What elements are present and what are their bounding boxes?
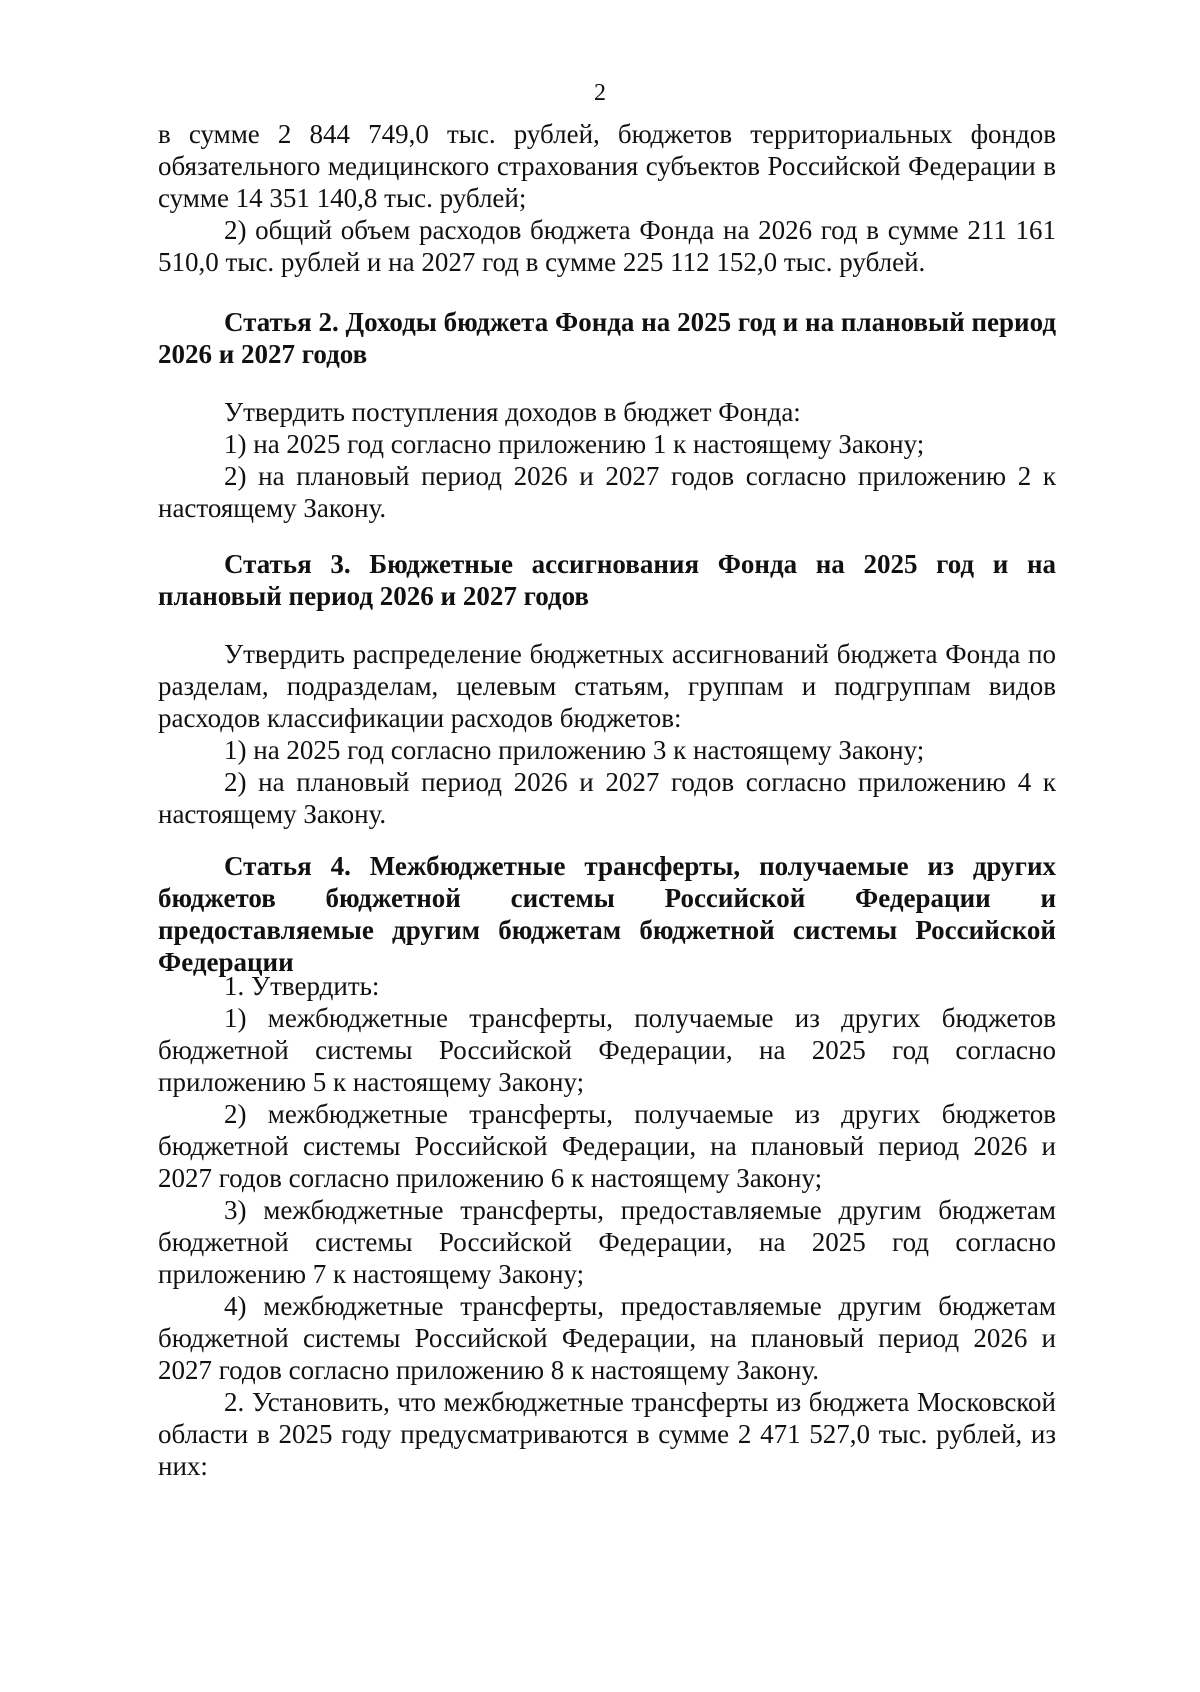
intro-section <box>158 118 1056 278</box>
article-3-paragraph-2: 1) на 2025 год согласно приложению 3 к настоящему Закону; <box>224 735 925 765</box>
article-4-paragraph-6: 2. Установить, что межбюджетные трансферты из бюджета Московской области в 2025 году предусматриваются в сумме 2 471 527,0 тыс. рублей, из них: <box>158 1387 1056 1481</box>
article-2-paragraph-3: 2) на плановый период 2026 и 2027 годов согласно приложению 2 к настоящему Закону. <box>158 461 1056 523</box>
intro-paragraph-1: в сумме 2 844 749,0 тыс. рублей, бюджетов территориальных фондов обязательного медицинского страхования субъектов Российской Федерации в сумме 14 351 140,8 тыс. рублей; <box>158 119 1056 213</box>
article-2-paragraph-1: Утвердить поступления доходов в бюджет Фонда: <box>224 397 801 427</box>
article-4-body <box>158 970 1056 1482</box>
article-4 <box>158 850 1056 978</box>
intro-paragraph-2: 2) общий объем расходов бюджета Фонда на 2026 год в сумме 211 161 510,0 тыс. рублей и на 2027 год в сумме 225 112 152,0 тыс. рублей. <box>158 215 1056 277</box>
article-3-body <box>158 638 1056 830</box>
article-2 <box>158 306 1056 370</box>
article-2-paragraph-2: 1) на 2025 год согласно приложению 1 к настоящему Закону; <box>224 429 925 459</box>
article-2-heading: Статья 2. Доходы бюджета Фонда на 2025 год и на плановый период 2026 и 2027 годов <box>158 307 1056 369</box>
article-3-paragraph-1: Утвердить распределение бюджетных ассигнований бюджета Фонда по разделам, подразделам, целевым статьям, группам и подгруппам видов расходов классификации расходов бюджетов: <box>158 639 1056 733</box>
article-3 <box>158 548 1056 612</box>
article-2-body <box>158 396 1056 524</box>
article-4-paragraph-3: 2) межбюджетные трансферты, получаемые из других бюджетов бюджетной системы Российской Федерации, на плановый период 2026 и 2027 годов согласно приложению 6 к настоящему Закону; <box>158 1099 1056 1193</box>
article-3-paragraph-3: 2) на плановый период 2026 и 2027 годов согласно приложению 4 к настоящему Закону. <box>158 767 1056 829</box>
article-4-paragraph-1: 1. Утвердить: <box>224 971 380 1001</box>
article-4-paragraph-2: 1) межбюджетные трансферты, получаемые из других бюджетов бюджетной системы Российской Федерации, на 2025 год согласно приложению 5 к настоящему Закону; <box>158 1003 1056 1097</box>
article-4-paragraph-5: 4) межбюджетные трансферты, предоставляемые другим бюджетам бюджетной системы Российской Федерации, на плановый период 2026 и 2027 годов согласно приложению 8 к настоящему Закону. <box>158 1291 1056 1385</box>
page-number: 2 <box>594 80 606 106</box>
article-4-heading: Статья 4. Межбюджетные трансферты, получаемые из других бюджетов бюджетной системы Российской Федерации и предоставляемые другим бюджетам бюджетной системы Российской Федерации <box>158 851 1056 977</box>
article-4-paragraph-4: 3) межбюджетные трансферты, предоставляемые другим бюджетам бюджетной системы Российской Федерации, на 2025 год согласно приложению 7 к настоящему Закону; <box>158 1195 1056 1289</box>
article-3-heading: Статья 3. Бюджетные ассигнования Фонда на 2025 год и на плановый период 2026 и 2027 годов <box>158 549 1056 611</box>
